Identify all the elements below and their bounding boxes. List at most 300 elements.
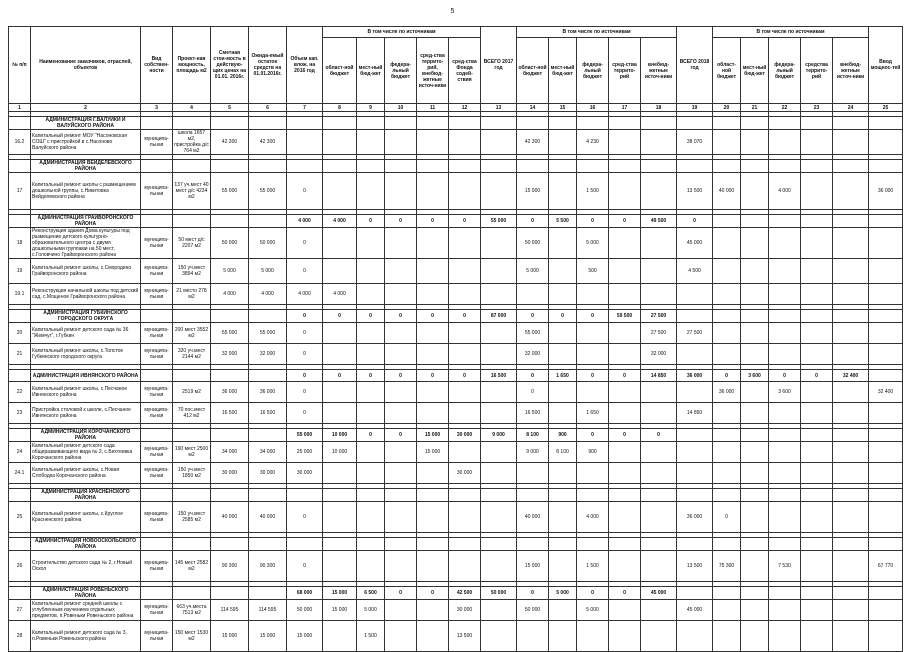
value-cell: 32 000 [249, 344, 287, 365]
value-cell [609, 551, 641, 582]
header-extrabudget-2017: внебюд-жетные источ-ники [641, 38, 677, 104]
value-cell: 8 100 [517, 429, 549, 442]
value-cell: 0 [577, 215, 609, 228]
table-row [9, 382, 903, 403]
value-cell [833, 551, 869, 582]
row-number [9, 370, 31, 382]
section-row [9, 370, 903, 382]
value-cell [741, 403, 769, 424]
value-cell [417, 130, 449, 155]
value-cell: 0 [449, 215, 481, 228]
value-cell [323, 463, 357, 484]
value-cell [609, 463, 641, 484]
ownership-cell [141, 587, 173, 600]
capacity-cell: 145 мест 2582 м2 [173, 551, 211, 582]
value-cell [769, 259, 801, 284]
table-row [9, 130, 903, 155]
header-regional-2016: област-ной бюджет [323, 38, 357, 104]
value-cell [249, 429, 287, 442]
row-number: 21 [9, 344, 31, 365]
value-cell [449, 502, 481, 533]
value-cell: 5 000 [577, 600, 609, 621]
value-cell [577, 621, 609, 652]
value-cell [869, 600, 903, 621]
value-cell [713, 117, 741, 130]
value-cell [641, 463, 677, 484]
value-cell [641, 403, 677, 424]
value-cell: 4 000 [287, 215, 323, 228]
value-cell [287, 117, 323, 130]
value-cell [449, 538, 481, 551]
ownership-cell: муниципа-льная [141, 284, 173, 305]
value-cell [801, 259, 833, 284]
capacity-cell [173, 160, 211, 173]
value-cell [713, 489, 741, 502]
value-cell [869, 463, 903, 484]
value-cell [517, 284, 549, 305]
value-cell [741, 130, 769, 155]
value-cell: 30 000 [449, 600, 481, 621]
value-cell: 0 [577, 587, 609, 600]
value-cell [323, 160, 357, 173]
row-number: 19.1 [9, 284, 31, 305]
value-cell: 0 [713, 502, 741, 533]
value-cell [449, 284, 481, 305]
value-cell [869, 215, 903, 228]
value-cell: 5 000 [549, 587, 577, 600]
value-cell: 0 [287, 259, 323, 284]
section-name: АДМИНИСТРАЦИЯ КРАСНЕНСКОГО РАЙОНА [31, 489, 141, 502]
value-cell [869, 259, 903, 284]
value-cell [357, 228, 385, 259]
value-cell: 0 [577, 429, 609, 442]
capacity-cell: 70 пос.мест 412 м2 [173, 403, 211, 424]
value-cell: 38 070 [677, 130, 713, 155]
value-cell [801, 621, 833, 652]
value-cell: 4 000 [249, 284, 287, 305]
value-cell [641, 551, 677, 582]
value-cell [449, 160, 481, 173]
value-cell: 15 000 [249, 621, 287, 652]
value-cell [385, 442, 417, 463]
value-cell: 0 [677, 215, 713, 228]
value-cell: 0 [287, 382, 323, 403]
value-cell [833, 117, 869, 130]
value-cell: 32 000 [641, 344, 677, 365]
ownership-cell: муниципа-льная [141, 442, 173, 463]
value-cell [741, 442, 769, 463]
value-cell [833, 382, 869, 403]
ownership-cell [141, 310, 173, 323]
value-cell [801, 344, 833, 365]
value-cell [609, 130, 641, 155]
section-name: АДМИНИСТРАЦИЯ ГРАЙВОРОНСКОГО РАЙОНА [31, 215, 141, 228]
column-number: 3 [141, 104, 173, 112]
value-cell [833, 284, 869, 305]
value-cell [385, 284, 417, 305]
value-cell: 55 000 [249, 173, 287, 210]
value-cell: 0 [713, 370, 741, 382]
value-cell [833, 538, 869, 551]
value-cell: 36 000 [211, 382, 249, 403]
header-total-2018: ВСЕГО 2018 год [677, 27, 713, 104]
value-cell: 30 000 [449, 429, 481, 442]
value-cell [713, 463, 741, 484]
value-cell: 30 000 [211, 463, 249, 484]
value-cell [481, 442, 517, 463]
value-cell: 0 [287, 228, 323, 259]
row-number [9, 538, 31, 551]
value-cell: 0 [609, 370, 641, 382]
capacity-cell: 50 мест д/с 2207 м2 [173, 228, 211, 259]
header-regional-2017: област-ной бюджет [517, 38, 549, 104]
value-cell [741, 551, 769, 582]
value-cell [641, 489, 677, 502]
value-cell [769, 403, 801, 424]
value-cell: 4 000 [211, 284, 249, 305]
value-cell: 1 500 [577, 173, 609, 210]
value-cell: 30 000 [449, 463, 481, 484]
value-cell: 5 000 [211, 259, 249, 284]
value-cell: 0 [577, 310, 609, 323]
value-cell [769, 130, 801, 155]
value-cell [385, 130, 417, 155]
value-cell: 40 000 [713, 173, 741, 210]
value-cell [801, 160, 833, 173]
value-cell [677, 587, 713, 600]
row-number: 27 [9, 600, 31, 621]
value-cell [385, 463, 417, 484]
value-cell [869, 587, 903, 600]
value-cell [549, 173, 577, 210]
value-cell [713, 344, 741, 365]
value-cell [323, 502, 357, 533]
capacity-cell: школа 1657 м2, пристройка д/с 764 м2 [174, 130, 209, 154]
value-cell [609, 403, 641, 424]
section-row [9, 160, 903, 173]
value-cell [869, 538, 903, 551]
value-cell: 68 000 [287, 587, 323, 600]
value-cell [769, 538, 801, 551]
value-cell [323, 228, 357, 259]
value-cell: 1 500 [357, 621, 385, 652]
value-cell: 900 [549, 429, 577, 442]
value-cell [249, 117, 287, 130]
value-cell [833, 403, 869, 424]
value-cell [323, 538, 357, 551]
header-territory-2017: сред-ства террито-рий [609, 38, 641, 104]
value-cell [417, 160, 449, 173]
value-cell [741, 228, 769, 259]
column-number: 2 [31, 104, 141, 112]
value-cell: 5 000 [357, 600, 385, 621]
header-federal-2016: федера-льный бюджет [385, 38, 417, 104]
value-cell: 50 000 [287, 600, 323, 621]
value-cell: 42 300 [249, 130, 287, 155]
value-cell [323, 344, 357, 365]
value-cell [609, 538, 641, 551]
value-cell: 0 [449, 310, 481, 323]
value-cell: 0 [517, 310, 549, 323]
value-cell [713, 130, 741, 155]
table-header [9, 27, 903, 104]
value-cell [549, 228, 577, 259]
value-cell [385, 117, 417, 130]
value-cell [449, 117, 481, 130]
value-cell [641, 117, 677, 130]
section-name: АДМИНИСТРАЦИЯ ГУБКИНСКОГО ГОРОДСКОГО ОКРУГА [31, 310, 141, 323]
value-cell: 15 000 [517, 551, 549, 582]
value-cell [417, 259, 449, 284]
row-number: 24.1 [9, 463, 31, 484]
value-cell: 0 [609, 215, 641, 228]
value-cell: 0 [577, 370, 609, 382]
section-row [9, 310, 903, 323]
value-cell [833, 228, 869, 259]
value-cell: 0 [287, 323, 323, 344]
value-cell [833, 621, 869, 652]
value-cell [713, 403, 741, 424]
value-cell [549, 621, 577, 652]
table-row [9, 344, 903, 365]
header-name: Наименование заказчиков, отраслей, объектов [31, 27, 141, 104]
value-cell: 0 [417, 310, 449, 323]
value-cell [549, 259, 577, 284]
value-cell [211, 587, 249, 600]
value-cell [869, 160, 903, 173]
value-cell: 0 [287, 403, 323, 424]
ownership-cell [141, 215, 173, 228]
value-cell [417, 344, 449, 365]
value-cell [641, 160, 677, 173]
value-cell [577, 323, 609, 344]
value-cell [677, 310, 713, 323]
value-cell [577, 538, 609, 551]
value-cell: 0 [357, 310, 385, 323]
ownership-cell [141, 429, 173, 442]
value-cell [481, 173, 517, 210]
value-cell [517, 489, 549, 502]
value-cell [357, 403, 385, 424]
ownership-cell: муниципа-льная [141, 130, 173, 155]
value-cell: 8 100 [549, 442, 577, 463]
column-number: 18 [641, 104, 677, 112]
value-cell [741, 502, 769, 533]
value-cell [549, 463, 577, 484]
value-cell [481, 284, 517, 305]
value-cell [449, 259, 481, 284]
value-cell [357, 284, 385, 305]
value-cell [323, 323, 357, 344]
value-cell [869, 489, 903, 502]
value-cell [549, 130, 577, 155]
value-cell [517, 538, 549, 551]
value-cell: 30 000 [249, 463, 287, 484]
value-cell [833, 502, 869, 533]
column-number: 24 [833, 104, 869, 112]
value-cell: 27 500 [641, 323, 677, 344]
value-cell [449, 489, 481, 502]
ownership-cell: муниципа-льная [141, 173, 173, 210]
column-number: 7 [287, 104, 323, 112]
value-cell: 50 000 [517, 228, 549, 259]
value-cell [677, 442, 713, 463]
value-cell [677, 463, 713, 484]
value-cell: 15 000 [517, 173, 549, 210]
value-cell [833, 587, 869, 600]
value-cell: 0 [323, 370, 357, 382]
value-cell [641, 538, 677, 551]
value-cell [801, 215, 833, 228]
value-cell [249, 370, 287, 382]
ownership-cell: муниципа-льная [141, 382, 173, 403]
value-cell [741, 323, 769, 344]
value-cell: 4 000 [577, 502, 609, 533]
header-local-2017: мест-ный бюд-жет [549, 38, 577, 104]
ownership-cell [141, 160, 173, 173]
table-row [9, 228, 903, 259]
value-cell [713, 284, 741, 305]
value-cell: 0 [641, 429, 677, 442]
column-number: 13 [481, 104, 517, 112]
value-cell [741, 463, 769, 484]
value-cell [417, 403, 449, 424]
column-number: 15 [549, 104, 577, 112]
value-cell: 16 500 [481, 370, 517, 382]
value-cell [357, 489, 385, 502]
value-cell [549, 284, 577, 305]
column-number: 19 [677, 104, 713, 112]
row-number [9, 587, 31, 600]
value-cell [385, 538, 417, 551]
value-cell [481, 538, 517, 551]
value-cell: 34 000 [211, 442, 249, 463]
value-cell [449, 551, 481, 582]
ownership-cell: муниципа-льная [141, 600, 173, 621]
capacity-cell [173, 117, 211, 130]
value-cell [549, 382, 577, 403]
value-cell [713, 215, 741, 228]
column-number: 1 [9, 104, 31, 112]
object-name: Капитальный ремонт школы, с.Круглое Красненского района [31, 502, 141, 533]
value-cell [417, 621, 449, 652]
object-name: Капитальный ремонт школы с размещением дошкольной группы, с.Никитовка Вейделевского района [31, 173, 141, 210]
value-cell [481, 621, 517, 652]
value-cell [713, 538, 741, 551]
value-cell [869, 310, 903, 323]
value-cell: 900 [577, 442, 609, 463]
value-cell [417, 284, 449, 305]
value-cell: 10 000 [323, 429, 357, 442]
value-cell [641, 442, 677, 463]
value-cell: 27 500 [677, 323, 713, 344]
value-cell [417, 382, 449, 403]
object-name: Капитальный ремонт детского сада № 3, п.Ровеньки Ровеньского района [31, 621, 141, 652]
value-cell [801, 429, 833, 442]
value-cell: 75 300 [713, 551, 741, 582]
value-cell [801, 489, 833, 502]
table-row [9, 284, 903, 305]
value-cell [713, 323, 741, 344]
row-number [9, 117, 31, 130]
header-territory-2018: средства террито-рий [801, 38, 833, 104]
value-cell [741, 382, 769, 403]
value-cell: 45 000 [677, 600, 713, 621]
value-cell: 0 [417, 215, 449, 228]
value-cell [609, 344, 641, 365]
value-cell [833, 344, 869, 365]
value-cell [713, 228, 741, 259]
value-cell [211, 370, 249, 382]
header-commissioning: Ввод мощнос-тей [869, 27, 903, 104]
row-number [9, 310, 31, 323]
value-cell [609, 600, 641, 621]
section-name: АДМИНИСТРАЦИЯ ИВНЯНСКОГО РАЙОНА [31, 370, 141, 382]
value-cell [769, 600, 801, 621]
value-cell [609, 160, 641, 173]
value-cell: 0 [517, 587, 549, 600]
value-cell: 32 400 [869, 382, 903, 403]
value-cell [609, 382, 641, 403]
value-cell [385, 228, 417, 259]
value-cell [769, 117, 801, 130]
value-cell [741, 117, 769, 130]
value-cell [249, 310, 287, 323]
value-cell [769, 310, 801, 323]
value-cell: 55 000 [517, 323, 549, 344]
value-cell [801, 130, 833, 155]
value-cell: 6 500 [357, 587, 385, 600]
page-number: 5 [450, 8, 455, 15]
value-cell [385, 323, 417, 344]
value-cell [641, 621, 677, 652]
object-name: Капитальный ремонт средней школы с углубленным изучением отдельных предметов, п.Ровеньки Ровеньского района [31, 600, 141, 621]
section-row [9, 587, 903, 600]
value-cell [741, 587, 769, 600]
value-cell: 5 000 [577, 228, 609, 259]
value-cell [801, 173, 833, 210]
row-number: 23 [9, 403, 31, 424]
value-cell [549, 403, 577, 424]
object-name: Реконструкция здания Дома культуры под размещение детского культурно-образовательного центра с двумя дошкольными группами на 50 мест, с.Головчино Грайворонского района [31, 228, 141, 259]
value-cell: 9 000 [481, 429, 517, 442]
value-cell [211, 429, 249, 442]
value-cell [357, 551, 385, 582]
value-cell: 15 000 [417, 429, 449, 442]
header-local-2018: мест-ный бюд-жет [741, 38, 769, 104]
value-cell [869, 370, 903, 382]
value-cell [357, 173, 385, 210]
value-cell: 5 000 [249, 259, 287, 284]
table-row [9, 551, 903, 582]
value-cell [869, 403, 903, 424]
value-cell: 4 500 [677, 259, 713, 284]
value-cell: 0 [801, 370, 833, 382]
value-cell [417, 600, 449, 621]
value-cell [801, 310, 833, 323]
row-number: 22 [9, 382, 31, 403]
value-cell [713, 259, 741, 284]
value-cell [287, 130, 323, 155]
value-cell [769, 344, 801, 365]
row-number [9, 160, 31, 173]
section-name: АДМИНИСТРАЦИЯ Г.ВАЛУЙКИ И ВАЛУЙСКОГО РАЙОНА [31, 117, 141, 130]
value-cell [249, 489, 287, 502]
value-cell [211, 489, 249, 502]
value-cell: 50 000 [249, 228, 287, 259]
capacity-cell: 150 уч.мест 1850 м2 [173, 463, 211, 484]
value-cell: 0 [449, 370, 481, 382]
